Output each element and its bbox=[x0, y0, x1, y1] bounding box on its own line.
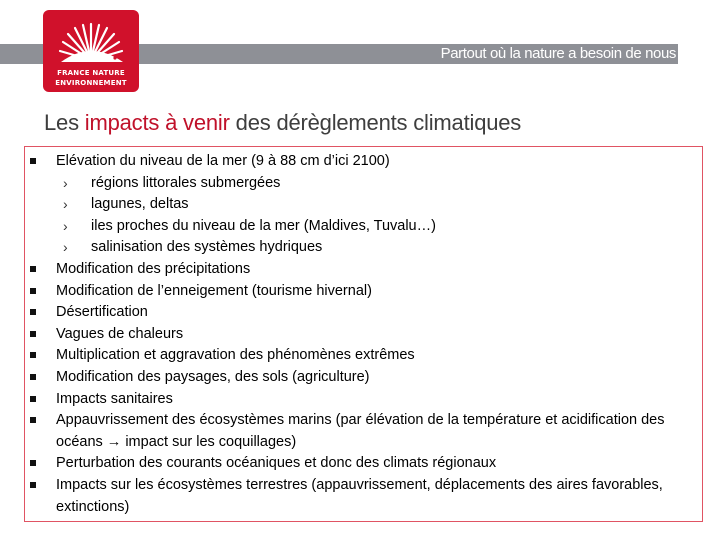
square-bullet-icon bbox=[30, 396, 36, 402]
right-arrow-icon: → bbox=[106, 433, 122, 450]
bullet-list bbox=[30, 151, 700, 518]
list-item: Désertification bbox=[30, 302, 700, 324]
list-item: Perturbation des courants océaniques et donc des climats régionaux bbox=[30, 453, 700, 475]
square-bullet-icon bbox=[30, 374, 36, 380]
title-accent: impacts à venir bbox=[84, 110, 230, 135]
square-bullet-icon bbox=[30, 288, 36, 294]
square-bullet-icon bbox=[30, 158, 36, 164]
list-item: Modification des paysages, des sols (agriculture) bbox=[30, 367, 700, 389]
logo-text-line1: FRANCE NATURE bbox=[57, 69, 125, 77]
list-item: Impacts sur les écosystèmes terrestres (appauvrissement, déplacements des aires favorables, extinctions) bbox=[30, 475, 700, 518]
sub-list-item: › iles proches du niveau de la mer (Maldives, Tuvalu…) bbox=[30, 216, 700, 238]
list-item: Multiplication et aggravation des phénomènes extrêmes bbox=[30, 345, 700, 367]
chevron-right-icon: › bbox=[63, 239, 68, 256]
square-bullet-icon bbox=[30, 309, 36, 315]
title-part1: Les bbox=[44, 110, 85, 135]
square-bullet-icon bbox=[30, 266, 36, 272]
chevron-right-icon: › bbox=[63, 217, 68, 234]
slide-title bbox=[44, 110, 521, 136]
sub-list-item: › lagunes, deltas bbox=[30, 194, 700, 216]
list-item: Appauvrissement des écosystèmes marins (par élévation de la température et acidification des océans → impact sur les coquillages) bbox=[30, 410, 700, 453]
list-item: Modification des précipitations bbox=[30, 259, 700, 281]
fne-logo bbox=[43, 10, 139, 92]
list-item: Modification de l’enneigement (tourisme hivernal) bbox=[30, 281, 700, 303]
square-bullet-icon bbox=[30, 331, 36, 337]
square-bullet-icon bbox=[30, 482, 36, 488]
chevron-right-icon: › bbox=[63, 196, 68, 213]
square-bullet-icon bbox=[30, 460, 36, 466]
square-bullet-icon bbox=[30, 352, 36, 358]
sub-list-item: › salinisation des systèmes hydriques bbox=[30, 237, 700, 259]
chevron-right-icon: › bbox=[63, 174, 68, 191]
square-bullet-icon bbox=[30, 417, 36, 423]
list-item: Impacts sanitaires bbox=[30, 389, 700, 411]
title-part2: des dérèglements climatiques bbox=[229, 110, 522, 135]
hedgehog-icon bbox=[43, 10, 139, 70]
logo-text-line2: ENVIRONNEMENT bbox=[55, 79, 127, 87]
sub-list-item: › régions littorales submergées bbox=[30, 173, 700, 195]
list-item: Elévation du niveau de la mer (9 à 88 cm d’ici 2100) bbox=[30, 151, 700, 173]
list-item: Vagues de chaleurs bbox=[30, 324, 700, 346]
tagline: Partout où la nature a besoin de nous bbox=[440, 45, 676, 62]
